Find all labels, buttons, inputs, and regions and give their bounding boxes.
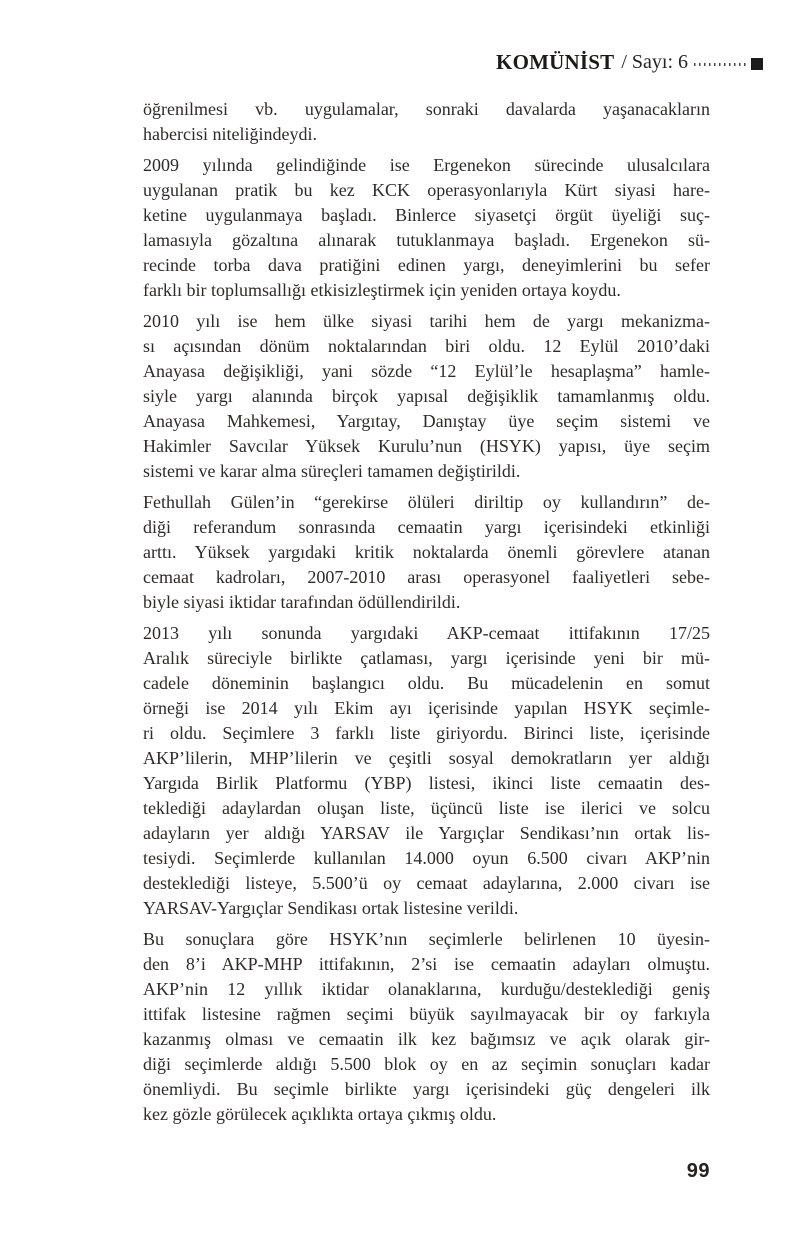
issue-label: / Sayı: 6 [621, 51, 688, 73]
text-line: Anayasa Mahkemesi, Yargıtay, Danıştay üye seçim sistemi ve [143, 411, 710, 431]
text-line: desteklediği listeye, 5.500’ü oy cemaat adaylarına, 2.000 civarı ise [143, 873, 710, 893]
dotted-leader-icon [694, 63, 746, 66]
text-line: Bu sonuçlara göre HSYK’nın seçimlerle belirlenen 10 üyesin- [143, 929, 710, 949]
text-line: biyle siyasi iktidar tarafından ödüllendirildi. [143, 592, 461, 612]
text-line: recinde torba dava pratiğini edinen yargı, deneyimlerini bu sefer [143, 255, 710, 275]
body-text-column [143, 97, 710, 1133]
text-line: kez gözle görülecek açıklıkta ortaya çıkmış oldu. [143, 1104, 497, 1124]
paragraph [143, 309, 710, 484]
page-footer [143, 1160, 710, 1183]
journal-title: KOMÜNİST [496, 50, 615, 74]
paragraph [143, 621, 710, 921]
text-line: Aralık süreciyle birlikte çatlaması, yargı içerisinde yeni bir mü- [143, 648, 710, 668]
text-line: Anayasa değişikliği, yani sözde “12 Eylül’le hesaplaşma” hamle- [143, 361, 710, 381]
text-line: 2013 yılı sonunda yargıdaki AKP-cemaat ittifakının 17/25 [143, 623, 710, 643]
text-line: siyle yargı alanında birçok yapısal değişiklik tamamlanmış oldu. [143, 386, 710, 406]
text-line: arttı. Yüksek yargıdaki kritik noktalarda önemli görevlere atanan [143, 542, 710, 562]
text-line: diği seçimlerde aldığı 5.500 blok oy en az seçimin sonuçları kadar [143, 1054, 710, 1074]
square-marker-icon [751, 58, 763, 70]
text-line: AKP’lilerin, MHP’lilerin ve çeşitli sosyal demokratların yer aldığı [143, 748, 710, 768]
text-line: 2009 yılında gelindiğinde ise Ergenekon sürecinde ulusalcılara [143, 155, 710, 175]
text-line: Yargıda Birlik Platformu (YBP) listesi, ikinci liste cemaatin des- [143, 773, 710, 793]
text-line: adayların yer aldığı YARSAV ile Yargıçlar Sendikası’nın ortak lis- [143, 823, 710, 843]
paragraph [143, 97, 710, 147]
text-line: Fethullah Gülen’in “gerekirse ölüleri diriltip oy kullandırın” de- [143, 492, 710, 512]
text-line: ketine uygulanmaya başladı. Binlerce siyasetçi örgüt üyeliği suç- [143, 205, 710, 225]
page-number: 99 [686, 1160, 710, 1182]
text-line: habercisi niteliğindeydi. [143, 124, 317, 144]
text-line: sistemi ve karar alma süreçleri tamamen değiştirildi. [143, 461, 521, 481]
text-line: örneği ise 2014 yılı Ekim ayı içerisinde yapılan HSYK seçimle- [143, 698, 710, 718]
text-line: uygulanan pratik bu kez KCK operasyonlarıyla Kürt siyasi hare- [143, 180, 710, 200]
text-line: sı açısından dönüm noktalarından biri oldu. 12 Eylül 2010’daki [143, 336, 710, 356]
text-line: ri oldu. Seçimlere 3 farklı liste giriyordu. Birinci liste, içerisinde [143, 723, 710, 743]
paragraph [143, 490, 710, 615]
text-line: cadele döneminin başlangıcı oldu. Bu mücadelenin en somut [143, 673, 710, 693]
text-line: kazanmış olması ve cemaatin ilk kez bağımsız ve açık olarak gir- [143, 1029, 710, 1049]
text-line: diği referandum sonrasında cemaatin yargı içerisindeki etkinliği [143, 517, 710, 537]
text-line: teklediği adaylardan oluşan liste, üçüncü liste ise ilerici ve solcu [143, 798, 710, 818]
text-line: YARSAV-Yargıçlar Sendikası ortak listesine verildi. [143, 898, 519, 918]
text-line: den 8’i AKP-MHP ittifakının, 2’si ise cemaatin adayları olmuştu. [143, 954, 710, 974]
text-line: cemaat kadroları, 2007-2010 arası operasyonel faaliyetleri sebe- [143, 567, 710, 587]
text-line: ittifak listesine rağmen seçimi büyük sayılmayacak bir oy farkıyla [143, 1004, 710, 1024]
text-line: tesiydi. Seçimlerde kullanılan 14.000 oyun 6.500 civarı AKP’nin [143, 848, 710, 868]
text-line: 2010 yılı ise hem ülke siyasi tarihi hem de yargı mekanizma- [143, 311, 710, 331]
paragraph [143, 927, 710, 1127]
text-line: Hakimler Savcılar Yüksek Kurulu’nun (HSYK) yapısı, üye seçim [143, 436, 710, 456]
text-line: önemliydi. Bu seçimle birlikte yargı içerisindeki güç dengeleri ilk [143, 1079, 710, 1099]
text-line: AKP’nin 12 yıllık iktidar olanaklarına, kurduğu/desteklediği geniş [143, 979, 710, 999]
text-line: lamasıyla gözaltına alınarak tutuklanmaya başladı. Ergenekon sü- [143, 230, 710, 250]
text-line: öğrenilmesi vb. uygulamalar, sonraki davalarda yaşanacakların [143, 99, 710, 119]
paragraph [143, 153, 710, 303]
text-line: farklı bir toplumsallığı etkisizleştirmek için yeniden ortaya koydu. [143, 280, 621, 300]
page-header [496, 50, 763, 75]
